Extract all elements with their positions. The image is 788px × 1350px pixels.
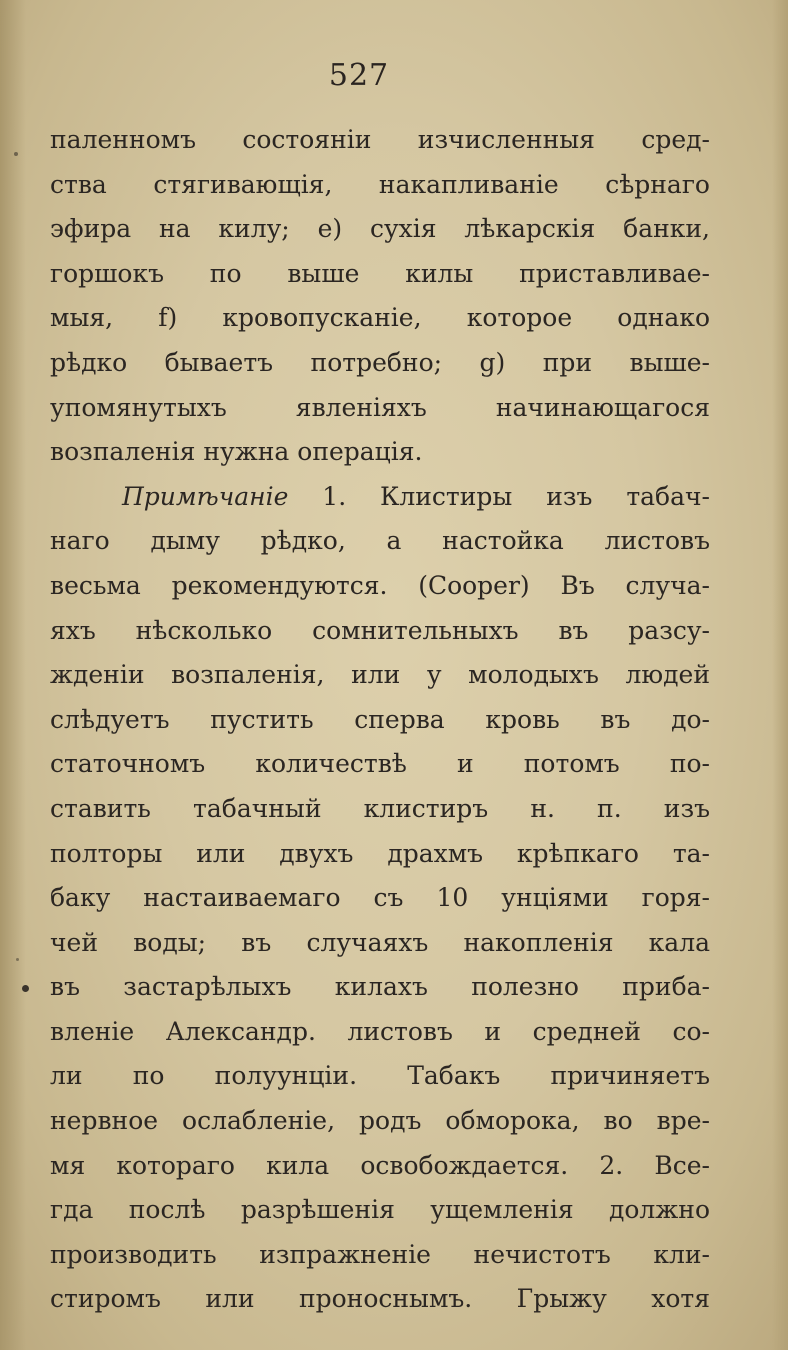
text-line: чей воды; въ случаяхъ накопленія кала	[50, 927, 710, 957]
text-line: рѣдко бываетъ потребно; g) при выше-	[50, 347, 710, 377]
ink-spot	[22, 985, 29, 992]
text-line: полторы или двухъ драхмъ крѣпкаго та-	[50, 838, 710, 868]
text-line: весьма рекомендуются. (Cooper) Въ случа-	[50, 570, 710, 600]
page-number: 527	[328, 58, 390, 93]
note-first-line-text: 1. Клистиры изъ табач-	[288, 481, 710, 511]
text-line: мя котораго кила освобождается. 2. Все-	[50, 1150, 710, 1180]
ink-spot	[16, 958, 19, 961]
text-line: возпаленія нужна операція.	[50, 437, 423, 467]
text-line: нервное ослабленіе, родъ обморока, во вре-	[50, 1106, 710, 1136]
text-line: яхъ нѣсколько сомнительныхъ въ разсу-	[50, 615, 710, 645]
text-line-first	[50, 475, 710, 520]
text-line: горшокъ по выше килы приставливае-	[50, 258, 710, 288]
page-text	[50, 118, 710, 1322]
text-line: ли по полуунціи. Табакъ причиняетъ	[50, 1061, 710, 1091]
text-line: гда послѣ разрѣшенія ущемленія должно	[50, 1195, 710, 1225]
text-line: упомянутыхъ явленіяхъ начинающагося	[50, 392, 710, 422]
text-line: баку настаиваемаго съ 10 унціями горя-	[50, 883, 710, 913]
text-line: мыя, f) кровопусканіе, которое однако	[50, 303, 710, 333]
text-line: въ застарѣлыхъ килахъ полезно приба-	[50, 972, 710, 1002]
text-line: стиромъ или проноснымъ. Грыжу хотя	[50, 1284, 710, 1314]
text-line: слѣдуетъ пустить сперва кровь въ до-	[50, 704, 710, 734]
paragraph-1	[50, 118, 710, 475]
page-shadow-left	[0, 0, 26, 1350]
text-line: ства стягивающія, накапливаніе сѣрнаго	[50, 169, 710, 199]
text-line: статочномъ количествѣ и потомъ по-	[50, 749, 710, 779]
text-line: ставить табачный клистиръ н. п. изъ	[50, 793, 710, 823]
text-line: эфира на килу; e) сухія лѣкарскія банки,	[50, 214, 710, 244]
ink-spot	[14, 152, 18, 156]
paragraph-2	[50, 475, 710, 1322]
note-heading: Примѣчаніе	[122, 481, 289, 511]
text-line: жденіи возпаленія, или у молодыхъ людей	[50, 660, 710, 690]
text-line: производить изпражненіе нечистотъ кли-	[50, 1239, 710, 1269]
text-line: наго дыму рѣдко, а настойка листовъ	[50, 526, 710, 556]
text-line: паленномъ состояніи изчисленныя сред-	[50, 125, 710, 154]
text-line: вленіе Александр. листовъ и средней со-	[50, 1016, 710, 1046]
page-shadow-right	[772, 0, 788, 1350]
